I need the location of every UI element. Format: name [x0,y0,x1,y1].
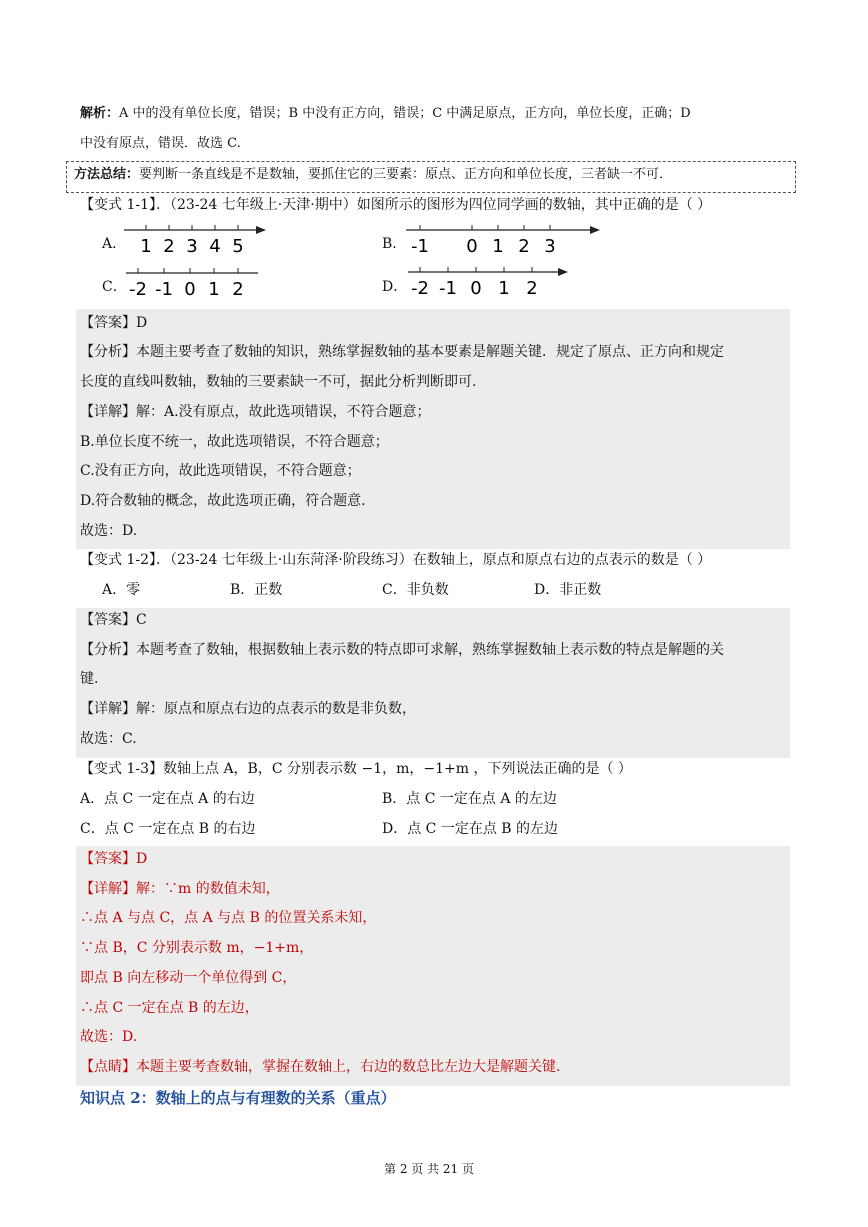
q3-comment: 【点睛】本题主要考查数轴，掌握在数轴上，右边的数总比左边大是解题关键. [80,1059,561,1075]
q2-option-a: A．零 [102,582,141,598]
tick-label-c-3: 0 [184,279,196,300]
tick-label-a-4: 4 [209,236,221,257]
q1-detail-5: 故选：D. [80,523,138,539]
q1-option-d-label: D． [382,279,408,295]
q2-option-b: B．正数 [230,582,283,598]
q1-detail-2: B.单位长度不统一，故此选项错误，不符合题意； [80,434,389,450]
q3-detail-4: 即点 B 向左移动一个单位得到 C， [80,970,297,986]
q1-text: ．（23-24 七年级上·天津·期中）如图所示的图形为四位同学画的数轴，其中正确的是（ ） [156,197,712,213]
tick-label-c-5: 2 [232,279,244,300]
q3-detail-6: 故选：D. [80,1029,138,1045]
q3-option-c: C．点 C 一定在点 B 的右边 [80,821,256,837]
q1-detail-1: 【详解】解：A.没有原点，故此选项错误，不符合题意； [80,404,431,420]
q3-text: 数轴上点 A，B，C 分别表示数 −1，m，−1+m ，下列说法正确的是（ ） [163,761,632,777]
tick-label-d-4: 1 [498,278,510,299]
q2-text: ．（23-24 七年级上·山东菏泽·阶段练习）在数轴上，原点和原点右边的点表示的数是（ ） [156,552,712,568]
tick-label-a-2: 2 [163,236,175,257]
q3-stem [80,759,632,779]
page-footer: 第 2 页 共 21 页 [384,1162,474,1176]
tick-label-d-5: 2 [526,278,538,299]
q1-detail-3: C.没有正方向，故此选项错误，不符合题意； [80,463,361,479]
tick-label-a-3: 3 [186,236,198,257]
jiexi-line1 [80,104,691,124]
q3-tag: 【变式 1-3】 [80,761,163,777]
q3-option-d: D．点 C 一定在点 B 的左边 [382,821,559,837]
q1-number-line-b [404,222,604,258]
q1-option-c-label: C． [102,279,127,295]
tick-label-b-5: 3 [544,236,556,257]
section-title: 知识点 2：数轴上的点与有理数的关系（重点） [80,1089,396,1107]
q2-stem [80,550,711,570]
q3-option-a: A．点 C 一定在点 A 的右边 [80,791,255,807]
q1-number-line-d [406,264,572,300]
q2-option-d: D．非正数 [534,582,602,598]
method-summary [74,165,672,185]
q1-number-line-c [124,265,264,301]
tick-label-d-1: -2 [411,278,429,299]
q1-option-a-label: A． [102,236,127,252]
q2-analysis-1: 【分析】本题考查了数轴，根据数轴上表示数的特点即可求解，熟练掌握数轴上表示数的特点是解题的关 [80,642,724,658]
q2-tag: 【变式 1-2】 [80,552,156,568]
q1-tag: 【变式 1-1】 [80,197,156,213]
q2-answer: 【答案】C [80,612,147,628]
q1-number-line-a [120,222,270,258]
tick-label-c-4: 1 [208,279,220,300]
q3-option-b: B．点 C 一定在点 A 的左边 [382,791,557,807]
q3-detail-1: 【详解】解：∵m 的数值未知， [80,881,280,897]
q1-option-b-label: B． [382,236,407,252]
method-text: 要判断一条直线是不是数轴，要抓住它的三要素：原点、正方向和单位长度，三者缺一不可． [139,167,673,182]
tick-label-d-3: 0 [470,278,482,299]
q3-detail-2: ∴点 A 与点 C，点 A 与点 B 的位置关系未知， [80,910,377,926]
q1-answer: 【答案】D [80,315,148,331]
tick-label-c-1: -2 [129,279,147,300]
jiexi-text-1: A 中的没有单位长度，错误；B 中没有正方向，错误；C 中满足原点，正方向，单位长度，正确；D [119,106,691,121]
q2-detail-1: 【详解】解：原点和原点右边的点表示的数是非负数， [80,701,416,717]
q3-answer: 【答案】D [80,851,148,867]
tick-label-c-2: -1 [155,279,173,300]
tick-label-a-5: 5 [232,236,244,257]
jiexi-label: 解析： [80,106,120,121]
tick-label-b-2: 0 [466,236,478,257]
tick-label-b-3: 1 [492,236,504,257]
q2-analysis-2: 键. [80,671,99,687]
q2-option-c: C．非负数 [382,582,449,598]
q1-detail-4: D.符合数轴的概念，故此选项正确，符合题意. [80,493,366,509]
jiexi-line2: 中没有原点，错误．故选 C. [80,136,241,151]
tick-label-b-4: 2 [518,236,530,257]
q1-stem [80,195,711,215]
q1-analysis-2: 长度的直线叫数轴，数轴的三要素缺一不可，据此分析判断即可. [80,374,477,390]
tick-label-d-2: -1 [439,278,457,299]
q2-answer-band [76,608,790,758]
tick-label-b-1: -1 [411,236,429,257]
q3-detail-5: ∴点 C 一定在点 B 的左边， [80,1000,259,1016]
tick-label-a-1: 1 [140,236,152,257]
q2-detail-2: 故选：C. [80,731,137,747]
method-label: 方法总结： [74,167,140,182]
q3-detail-3: ∵点 B，C 分别表示数 m，−1+m， [80,940,314,956]
q1-analysis-1: 【分析】本题主要考查了数轴的知识，熟练掌握数轴的基本要素是解题关键．规定了原点、正方向和规定 [80,344,724,360]
